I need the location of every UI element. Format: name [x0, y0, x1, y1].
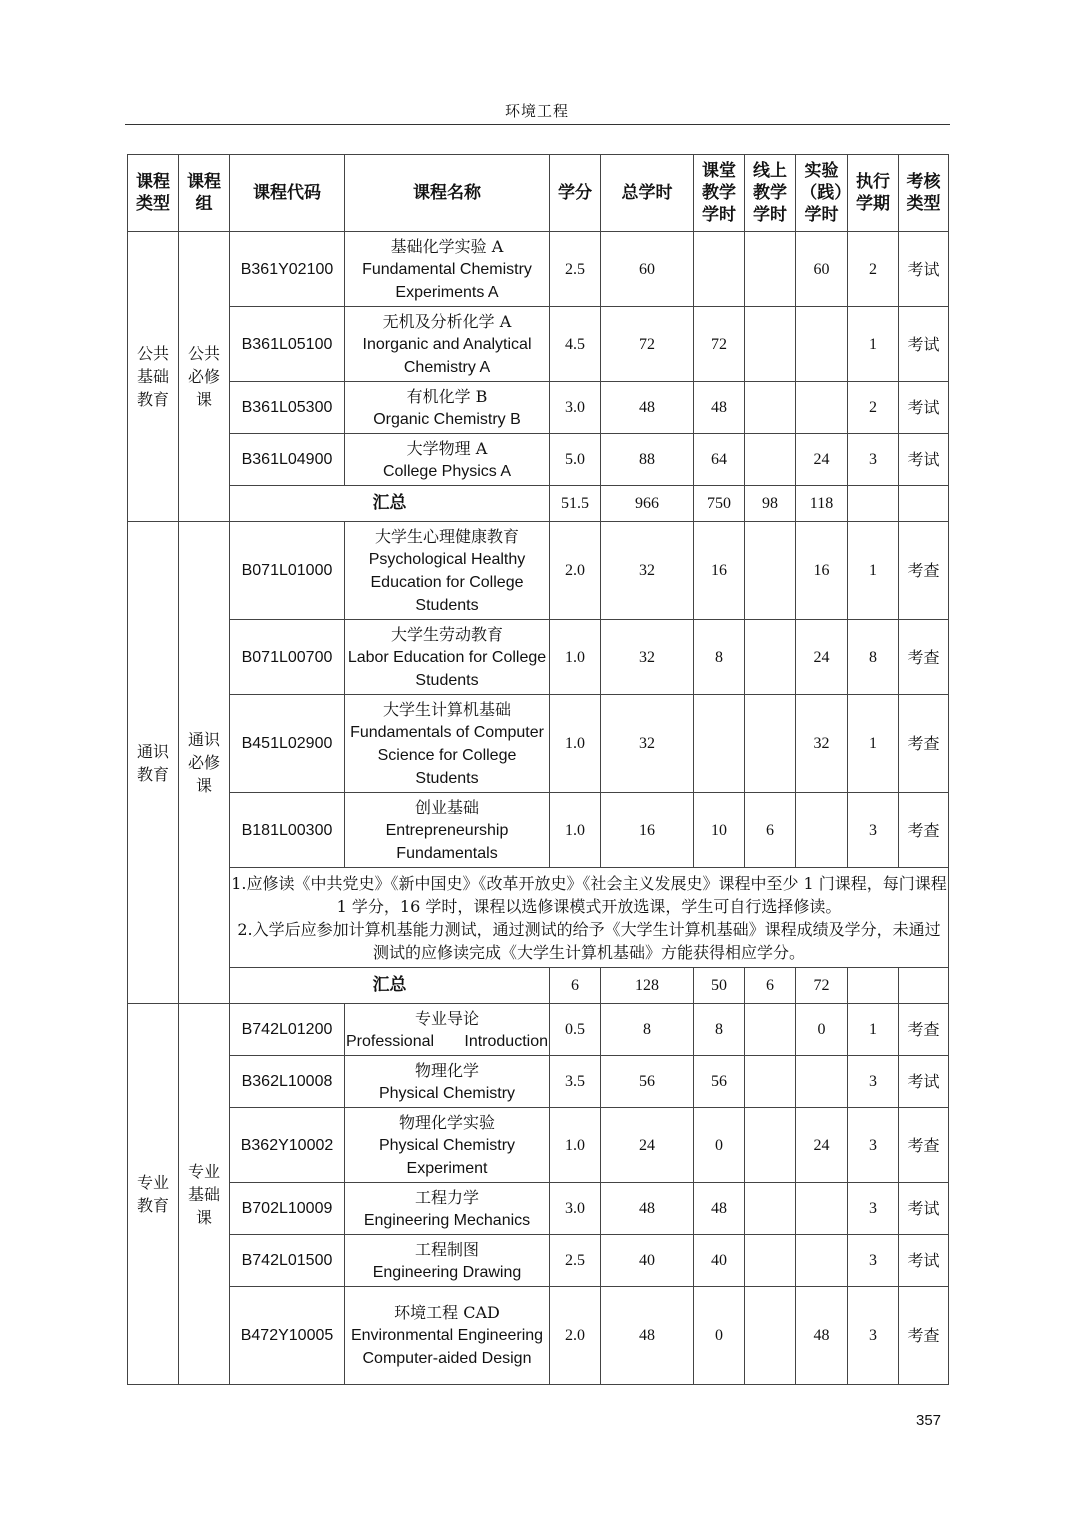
semester-cell: 3 [848, 434, 899, 486]
semester-cell: 3 [848, 793, 899, 868]
total-hours-cell: 48 [601, 1183, 694, 1235]
course-name-cell [345, 1183, 550, 1235]
class-hours-cell: 48 [694, 382, 745, 434]
lab-hours-cell: 32 [796, 695, 848, 793]
credit-cell: 1.0 [550, 620, 601, 695]
total-hours-cell: 60 [601, 232, 694, 307]
online-hours-cell [745, 434, 796, 486]
semester-cell: 3 [848, 1056, 899, 1108]
note-cell [230, 868, 949, 968]
course-name-zh: 环境工程 CAD [394, 1303, 500, 1322]
lab-hours-cell [796, 793, 848, 868]
course-name-en: Professional Introduction [346, 1032, 548, 1050]
summary-class-hours: 50 [694, 968, 745, 1004]
course-name-zh: 大学生心理健康教育 [374, 526, 519, 546]
course-name-cell [345, 793, 550, 868]
credit-cell: 1.0 [550, 793, 601, 868]
table-row [128, 1056, 949, 1108]
exam-type-cell: 考试 [899, 1183, 949, 1235]
table-row [128, 620, 949, 695]
table-row [128, 232, 949, 307]
header-semester: 执行学期 [848, 155, 899, 232]
semester-cell: 3 [848, 1235, 899, 1287]
online-hours-cell [745, 307, 796, 382]
course-name-cell [345, 1108, 550, 1183]
credit-cell: 2.0 [550, 522, 601, 620]
online-hours-cell [745, 1004, 796, 1056]
lab-hours-cell: 24 [796, 434, 848, 486]
course-name-en: Physical Chemistry [378, 1084, 516, 1102]
online-hours-cell [745, 232, 796, 307]
exam-type-cell: 考查 [899, 1004, 949, 1056]
course-name-en: Environmental Engineering Computer-aided Design [350, 1327, 544, 1367]
summary-credit: 51.5 [550, 486, 601, 522]
course-code-cell: B361L05100 [230, 307, 345, 382]
semester-cell: 3 [848, 1287, 899, 1385]
online-hours-cell [745, 1183, 796, 1235]
credit-cell: 3.0 [550, 1183, 601, 1235]
total-hours-cell: 88 [601, 434, 694, 486]
total-hours-cell: 40 [601, 1235, 694, 1287]
course-name-en: Entrepreneurship Fundamentals [385, 821, 509, 862]
credit-cell: 0.5 [550, 1004, 601, 1056]
class-hours-cell: 56 [694, 1056, 745, 1108]
total-hours-cell: 32 [601, 695, 694, 793]
table-row [128, 1235, 949, 1287]
total-hours-cell: 56 [601, 1056, 694, 1108]
semester-cell: 1 [848, 307, 899, 382]
course-name-cell [345, 307, 550, 382]
table-row [128, 1004, 949, 1056]
page-number: 357 [916, 1412, 942, 1429]
course-name-cell [345, 382, 550, 434]
summary-online-hours: 98 [745, 486, 796, 522]
online-hours-cell [745, 620, 796, 695]
online-hours-cell: 6 [745, 793, 796, 868]
summary-online-hours: 6 [745, 968, 796, 1004]
note-line-2: 2.入学后应参加计算机基能力测试，通过测试的给予《大学生计算机基础》课程成绩及学分，未通过测试的应修读完成《大学生计算机基础》方能获得相应学分。 [237, 919, 941, 962]
total-hours-cell: 72 [601, 307, 694, 382]
exam-type-cell: 考查 [899, 1287, 949, 1385]
summary-semester-empty [848, 968, 899, 1004]
course-code-cell: B181L00300 [230, 793, 345, 868]
course-name-zh: 创业基础 [414, 797, 479, 817]
exam-type-cell: 考试 [899, 434, 949, 486]
course-name-en: Organic Chemistry B [373, 410, 521, 428]
course-code-cell: B071L01000 [230, 522, 345, 620]
course-name-zh: 物理化学实验 [398, 1112, 495, 1132]
class-hours-cell: 40 [694, 1235, 745, 1287]
class-hours-cell: 48 [694, 1183, 745, 1235]
header-lab-hours: 实验（践）学时 [796, 155, 848, 232]
online-hours-cell [745, 522, 796, 620]
course-code-cell: B361L04900 [230, 434, 345, 486]
exam-type-cell: 考查 [899, 793, 949, 868]
semester-cell: 1 [848, 522, 899, 620]
course-name-cell [345, 620, 550, 695]
course-code-cell: B071L00700 [230, 620, 345, 695]
credit-cell: 5.0 [550, 434, 601, 486]
running-head: 环境工程 [504, 102, 569, 120]
lab-hours-cell [796, 1235, 848, 1287]
header-row [128, 155, 949, 232]
class-hours-cell: 72 [694, 307, 745, 382]
exam-type-cell: 考试 [899, 232, 949, 307]
course-name-cell [345, 1004, 550, 1056]
course-name-en: Fundamental Chemistry Experiments A [362, 260, 532, 301]
course-type-cell: 通识教育 [128, 522, 179, 1004]
lab-hours-cell [796, 307, 848, 382]
course-name-zh: 大学物理 A [406, 438, 488, 458]
header-rule [125, 124, 950, 125]
course-name-cell [345, 1287, 550, 1385]
course-code-cell: B361Y02100 [230, 232, 345, 307]
header-credit: 学分 [550, 155, 601, 232]
total-hours-cell: 32 [601, 522, 694, 620]
course-name-zh: 大学生劳动教育 [390, 624, 503, 644]
course-name-en: College Physics A [382, 462, 512, 480]
summary-row [128, 968, 949, 1004]
credit-cell: 3.0 [550, 382, 601, 434]
table-row [128, 434, 949, 486]
total-hours-cell: 16 [601, 793, 694, 868]
course-type-cell: 公共基础教育 [128, 232, 179, 522]
course-name-en: Engineering Mechanics [363, 1211, 531, 1229]
online-hours-cell [745, 695, 796, 793]
course-name-cell [345, 695, 550, 793]
summary-label: 汇总 [230, 968, 550, 1004]
exam-type-cell: 考查 [899, 1108, 949, 1183]
course-code-cell: B742L01200 [230, 1004, 345, 1056]
course-name-zh: 工程力学 [414, 1187, 479, 1207]
header-class-hours: 课堂教学学时 [694, 155, 745, 232]
exam-type-cell: 考试 [899, 307, 949, 382]
summary-label: 汇总 [230, 486, 550, 522]
table-row [128, 695, 949, 793]
semester-cell: 1 [848, 1004, 899, 1056]
course-group-cell: 通识必修课 [179, 522, 230, 1004]
lab-hours-cell: 48 [796, 1287, 848, 1385]
course-group-cell: 公共必修课 [179, 232, 230, 522]
lab-hours-cell [796, 1183, 848, 1235]
course-name-cell [345, 434, 550, 486]
course-name-cell [345, 1235, 550, 1287]
exam-type-cell: 考查 [899, 620, 949, 695]
course-code-cell: B702L10009 [230, 1183, 345, 1235]
table-row [128, 382, 949, 434]
course-name-cell [345, 522, 550, 620]
class-hours-cell [694, 232, 745, 307]
course-code-cell: B361L05300 [230, 382, 345, 434]
class-hours-cell [694, 695, 745, 793]
course-name-en: Labor Education for College Students [347, 648, 547, 689]
header-total-hours: 总学时 [601, 155, 694, 232]
lab-hours-cell: 24 [796, 1108, 848, 1183]
total-hours-cell: 48 [601, 382, 694, 434]
class-hours-cell: 64 [694, 434, 745, 486]
lab-hours-cell [796, 1056, 848, 1108]
exam-type-cell: 考试 [899, 382, 949, 434]
course-name-en: Fundamentals of Computer Science for College Students [350, 723, 544, 787]
summary-lab-hours: 72 [796, 968, 848, 1004]
table-row [128, 307, 949, 382]
table-row [128, 1108, 949, 1183]
course-name-zh: 有机化学 B [406, 386, 488, 406]
lab-hours-cell: 16 [796, 522, 848, 620]
exam-type-cell: 考查 [899, 522, 949, 620]
summary-lab-hours: 118 [796, 486, 848, 522]
course-name-en: Psychological Healthy Education for College Students [368, 550, 526, 614]
header-course-code: 课程代码 [230, 155, 345, 232]
course-name-zh: 工程制图 [414, 1239, 479, 1259]
lab-hours-cell: 0 [796, 1004, 848, 1056]
class-hours-cell: 16 [694, 522, 745, 620]
header-course-name: 课程名称 [345, 155, 550, 232]
summary-semester-empty [848, 486, 899, 522]
semester-cell: 8 [848, 620, 899, 695]
course-code-cell: B451L02900 [230, 695, 345, 793]
online-hours-cell [745, 382, 796, 434]
course-name-cell [345, 1056, 550, 1108]
semester-cell: 2 [848, 382, 899, 434]
summary-exam-empty [899, 968, 949, 1004]
summary-exam-empty [899, 486, 949, 522]
course-name-en: Physical Chemistry Experiment [378, 1136, 516, 1177]
online-hours-cell [745, 1287, 796, 1385]
credit-cell: 1.0 [550, 1108, 601, 1183]
table-row [128, 522, 949, 620]
course-name-zh: 专业导论 [414, 1008, 479, 1028]
table-row [128, 793, 949, 868]
class-hours-cell: 8 [694, 620, 745, 695]
credit-cell: 2.5 [550, 1235, 601, 1287]
lab-hours-cell: 24 [796, 620, 848, 695]
summary-class-hours: 750 [694, 486, 745, 522]
semester-cell: 3 [848, 1183, 899, 1235]
table-row [128, 1183, 949, 1235]
course-name-cell [345, 232, 550, 307]
header-course-type: 课程类型 [128, 155, 179, 232]
semester-cell: 2 [848, 232, 899, 307]
course-code-cell: B362Y10002 [230, 1108, 345, 1183]
credit-cell: 1.0 [550, 695, 601, 793]
course-name-en: Engineering Drawing [372, 1263, 522, 1281]
online-hours-cell [745, 1056, 796, 1108]
class-hours-cell: 0 [694, 1108, 745, 1183]
summary-row [128, 486, 949, 522]
semester-cell: 1 [848, 695, 899, 793]
exam-type-cell: 考查 [899, 695, 949, 793]
course-name-zh: 基础化学实验 A [390, 236, 504, 256]
credit-cell: 2.5 [550, 232, 601, 307]
total-hours-cell: 32 [601, 620, 694, 695]
table-row [128, 1287, 949, 1385]
note-line-1: 1.应修读《中共党史》《新中国史》《改革开放史》《社会主义发展史》课程中至少 1 门课程，每门课程 1 学分，16 学时，课程以选修课模式开放选课，学生可自行选择修读。 [231, 873, 947, 916]
course-name-zh: 无机及分析化学 A [382, 311, 512, 331]
header-exam-type: 考核类型 [899, 155, 949, 232]
class-hours-cell: 10 [694, 793, 745, 868]
total-hours-cell: 8 [601, 1004, 694, 1056]
class-hours-cell: 0 [694, 1287, 745, 1385]
course-type-cell: 专业教育 [128, 1004, 179, 1385]
semester-cell: 3 [848, 1108, 899, 1183]
exam-type-cell: 考试 [899, 1235, 949, 1287]
course-table [127, 154, 949, 1385]
summary-total-hours: 966 [601, 486, 694, 522]
summary-credit: 6 [550, 968, 601, 1004]
course-code-cell: B472Y10005 [230, 1287, 345, 1385]
total-hours-cell: 48 [601, 1287, 694, 1385]
course-group-cell: 专业基础课 [179, 1004, 230, 1385]
lab-hours-cell: 60 [796, 232, 848, 307]
online-hours-cell [745, 1108, 796, 1183]
class-hours-cell: 8 [694, 1004, 745, 1056]
header-online-hours: 线上教学学时 [745, 155, 796, 232]
header-course-group: 课程组 [179, 155, 230, 232]
course-name-zh: 大学生计算机基础 [382, 699, 511, 719]
course-code-cell: B742L01500 [230, 1235, 345, 1287]
credit-cell: 2.0 [550, 1287, 601, 1385]
credit-cell: 3.5 [550, 1056, 601, 1108]
total-hours-cell: 24 [601, 1108, 694, 1183]
table-body [128, 232, 949, 1385]
credit-cell: 4.5 [550, 307, 601, 382]
note-row [128, 868, 949, 968]
exam-type-cell: 考试 [899, 1056, 949, 1108]
online-hours-cell [745, 1235, 796, 1287]
lab-hours-cell [796, 382, 848, 434]
summary-total-hours: 128 [601, 968, 694, 1004]
course-code-cell: B362L10008 [230, 1056, 345, 1108]
course-name-zh: 物理化学 [414, 1060, 479, 1080]
course-name-en: Inorganic and Analytical Chemistry A [362, 335, 532, 376]
